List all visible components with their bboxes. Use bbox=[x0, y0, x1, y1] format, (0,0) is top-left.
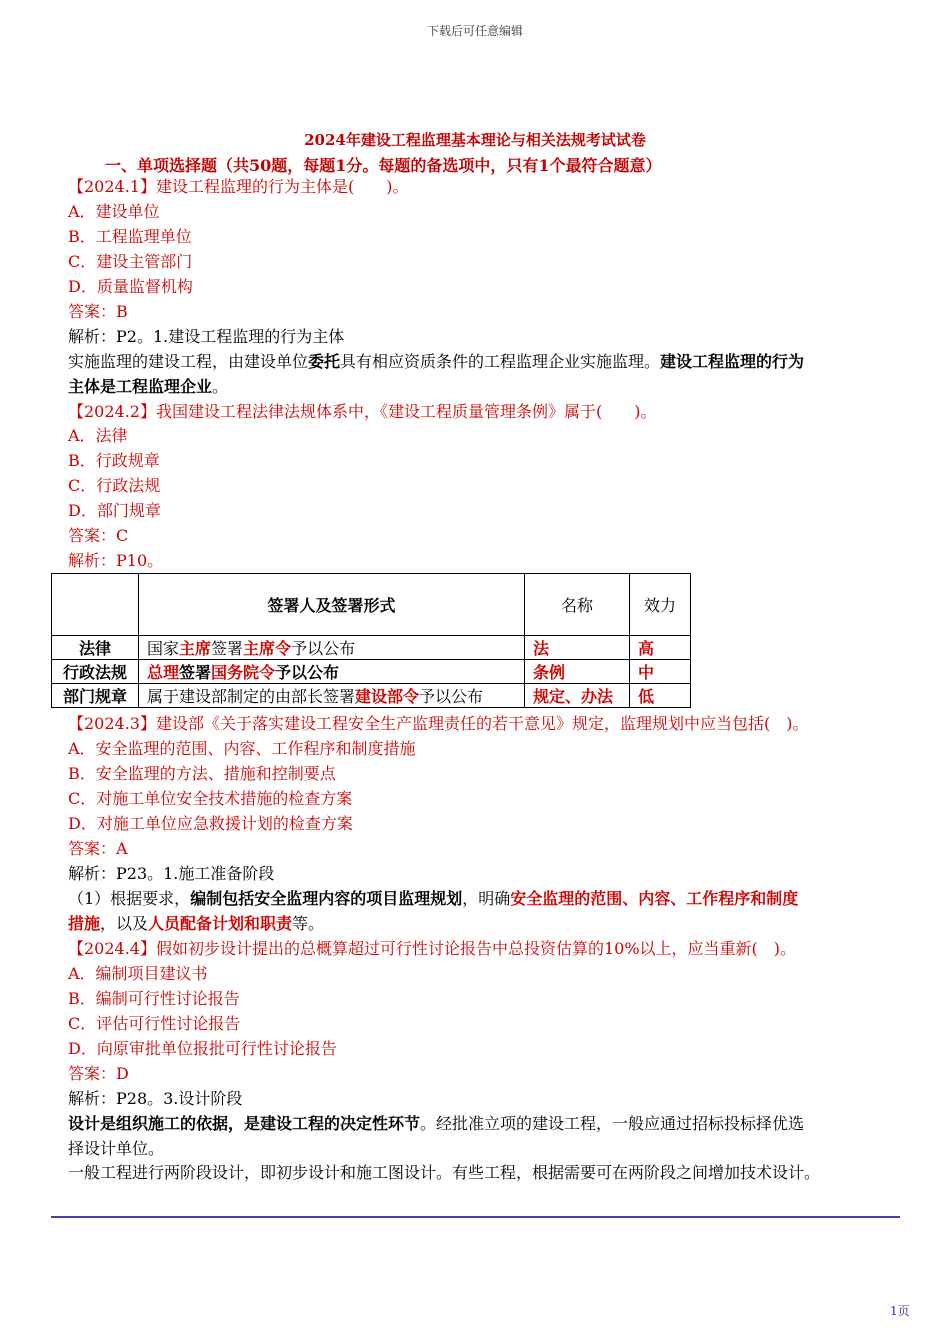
table-row bbox=[52, 684, 691, 708]
table-cell-effect: 高 bbox=[630, 636, 691, 660]
table-cell-signer: 属于建设部制定的由部长签署建设部令予以公布 bbox=[139, 684, 525, 708]
table-cell-signer: 国家主席签署主席令予以公布 bbox=[139, 636, 525, 660]
q3-explanation-line-1: （1）根据要求，编制包括安全监理内容的项目监理规划，明确安全监理的范围、内容、工作程序和制度 bbox=[68, 889, 799, 908]
table-cell-effect: 低 bbox=[630, 684, 691, 708]
q4-explanation-line-2: 择设计单位。 bbox=[68, 1139, 165, 1158]
q3-answer: 答案：A bbox=[68, 839, 128, 858]
section-heading: 一、单项选择题（共50题，每题1分。每题的备选项中，只有1个最符合题意） bbox=[105, 156, 662, 175]
q4-option-d: D．向原审批单位报批可行性讨论报告 bbox=[68, 1039, 337, 1058]
q1-analysis: 解析：P2。1.建设工程监理的行为主体 bbox=[68, 327, 345, 346]
q3-explanation-line-2: 措施，以及人员配备计划和职责等。 bbox=[68, 914, 325, 933]
table-cell-effect: 中 bbox=[630, 660, 691, 684]
q4-stem: 【2024.4】假如初步设计提出的总概算超过可行性讨论报告中总投资估算的10%以上，应当重新( )。 bbox=[68, 939, 797, 958]
table-header-cell: 签署人及签署形式 bbox=[139, 574, 525, 636]
q1-option-a: A．建设单位 bbox=[68, 202, 160, 221]
q3-option-c: C．对施工单位安全技术措施的检查方案 bbox=[68, 789, 353, 808]
q4-option-a: A．编制项目建议书 bbox=[68, 964, 208, 983]
q1-option-c: C．建设主管部门 bbox=[68, 252, 193, 271]
q2-option-c: C．行政法规 bbox=[68, 476, 161, 495]
q1-option-b: B．工程监理单位 bbox=[68, 227, 192, 246]
q4-explanation-line-3: 一般工程进行两阶段设计，即初步设计和施工图设计。有些工程，根据需要可在两阶段之间增加技术设计。 bbox=[68, 1163, 821, 1182]
table-cell-type: 部门规章 bbox=[52, 684, 139, 708]
q1-option-d: D．质量监督机构 bbox=[68, 277, 193, 296]
exam-title: 2024年建设工程监理基本理论与相关法规考试试卷 bbox=[304, 131, 646, 149]
table-cell-signer: 总理签署国务院令予以公布 bbox=[139, 660, 525, 684]
q2-stem: 【2024.2】我国建设工程法律法规体系中，《建设工程质量管理条例》属于( )。 bbox=[68, 402, 657, 421]
table-cell-name: 规定、办法 bbox=[525, 684, 630, 708]
q2-option-a: A．法律 bbox=[68, 426, 128, 445]
q3-option-a: A．安全监理的范围、内容、工作程序和制度措施 bbox=[68, 739, 416, 758]
q3-stem: 【2024.3】建设部《关于落实建设工程安全生产监理责任的若干意见》规定，监理规划中应当包括( )。 bbox=[68, 714, 809, 733]
q1-answer: 答案：B bbox=[68, 302, 128, 321]
table-header-cell: 名称 bbox=[525, 574, 630, 636]
q2-option-d: D．部门规章 bbox=[68, 501, 161, 520]
table-cell-name: 法 bbox=[525, 636, 630, 660]
table-header-cell: 效力 bbox=[630, 574, 691, 636]
q4-answer: 答案：D bbox=[68, 1064, 129, 1083]
q4-explanation-line-1: 设计是组织施工的依据，是建设工程的决定性环节。经批准立项的建设工程，一般应通过招标投标择优选 bbox=[68, 1114, 805, 1133]
q3-option-d: D．对施工单位应急救援计划的检查方案 bbox=[68, 814, 353, 833]
signing-table bbox=[51, 573, 691, 708]
q4-option-b: B．编制可行性讨论报告 bbox=[68, 989, 240, 1008]
table-cell-type: 法律 bbox=[52, 636, 139, 660]
table-header-row bbox=[52, 574, 691, 636]
table-header-cell bbox=[52, 574, 139, 636]
table-row bbox=[52, 660, 691, 684]
footer-divider bbox=[51, 1216, 900, 1218]
q2-option-b: B．行政规章 bbox=[68, 451, 160, 470]
table-cell-type: 行政法规 bbox=[52, 660, 139, 684]
q4-option-c: C．评估可行性讨论报告 bbox=[68, 1014, 241, 1033]
q2-answer: 答案：C bbox=[68, 526, 129, 545]
q1-explanation-line-1: 实施监理的建设工程，由建设单位委托具有相应资质条件的工程监理企业实施监理。建设工程监理的行为 bbox=[68, 352, 805, 371]
q1-stem: 【2024.1】建设工程监理的行为主体是( )。 bbox=[68, 177, 409, 196]
table-cell-name: 条例 bbox=[525, 660, 630, 684]
page-number: 1页 bbox=[890, 1304, 910, 1318]
q3-option-b: B．安全监理的方法、措施和控制要点 bbox=[68, 764, 336, 783]
page-header: 下载后可任意编辑 bbox=[426, 24, 523, 38]
q4-analysis: 解析：P28。3.设计阶段 bbox=[68, 1089, 243, 1108]
q2-analysis: 解析：P10。 bbox=[68, 551, 164, 570]
q1-explanation-line-2: 主体是工程监理企业。 bbox=[68, 377, 229, 396]
table-row bbox=[52, 636, 691, 660]
q3-analysis: 解析：P23。1.施工准备阶段 bbox=[68, 864, 275, 883]
